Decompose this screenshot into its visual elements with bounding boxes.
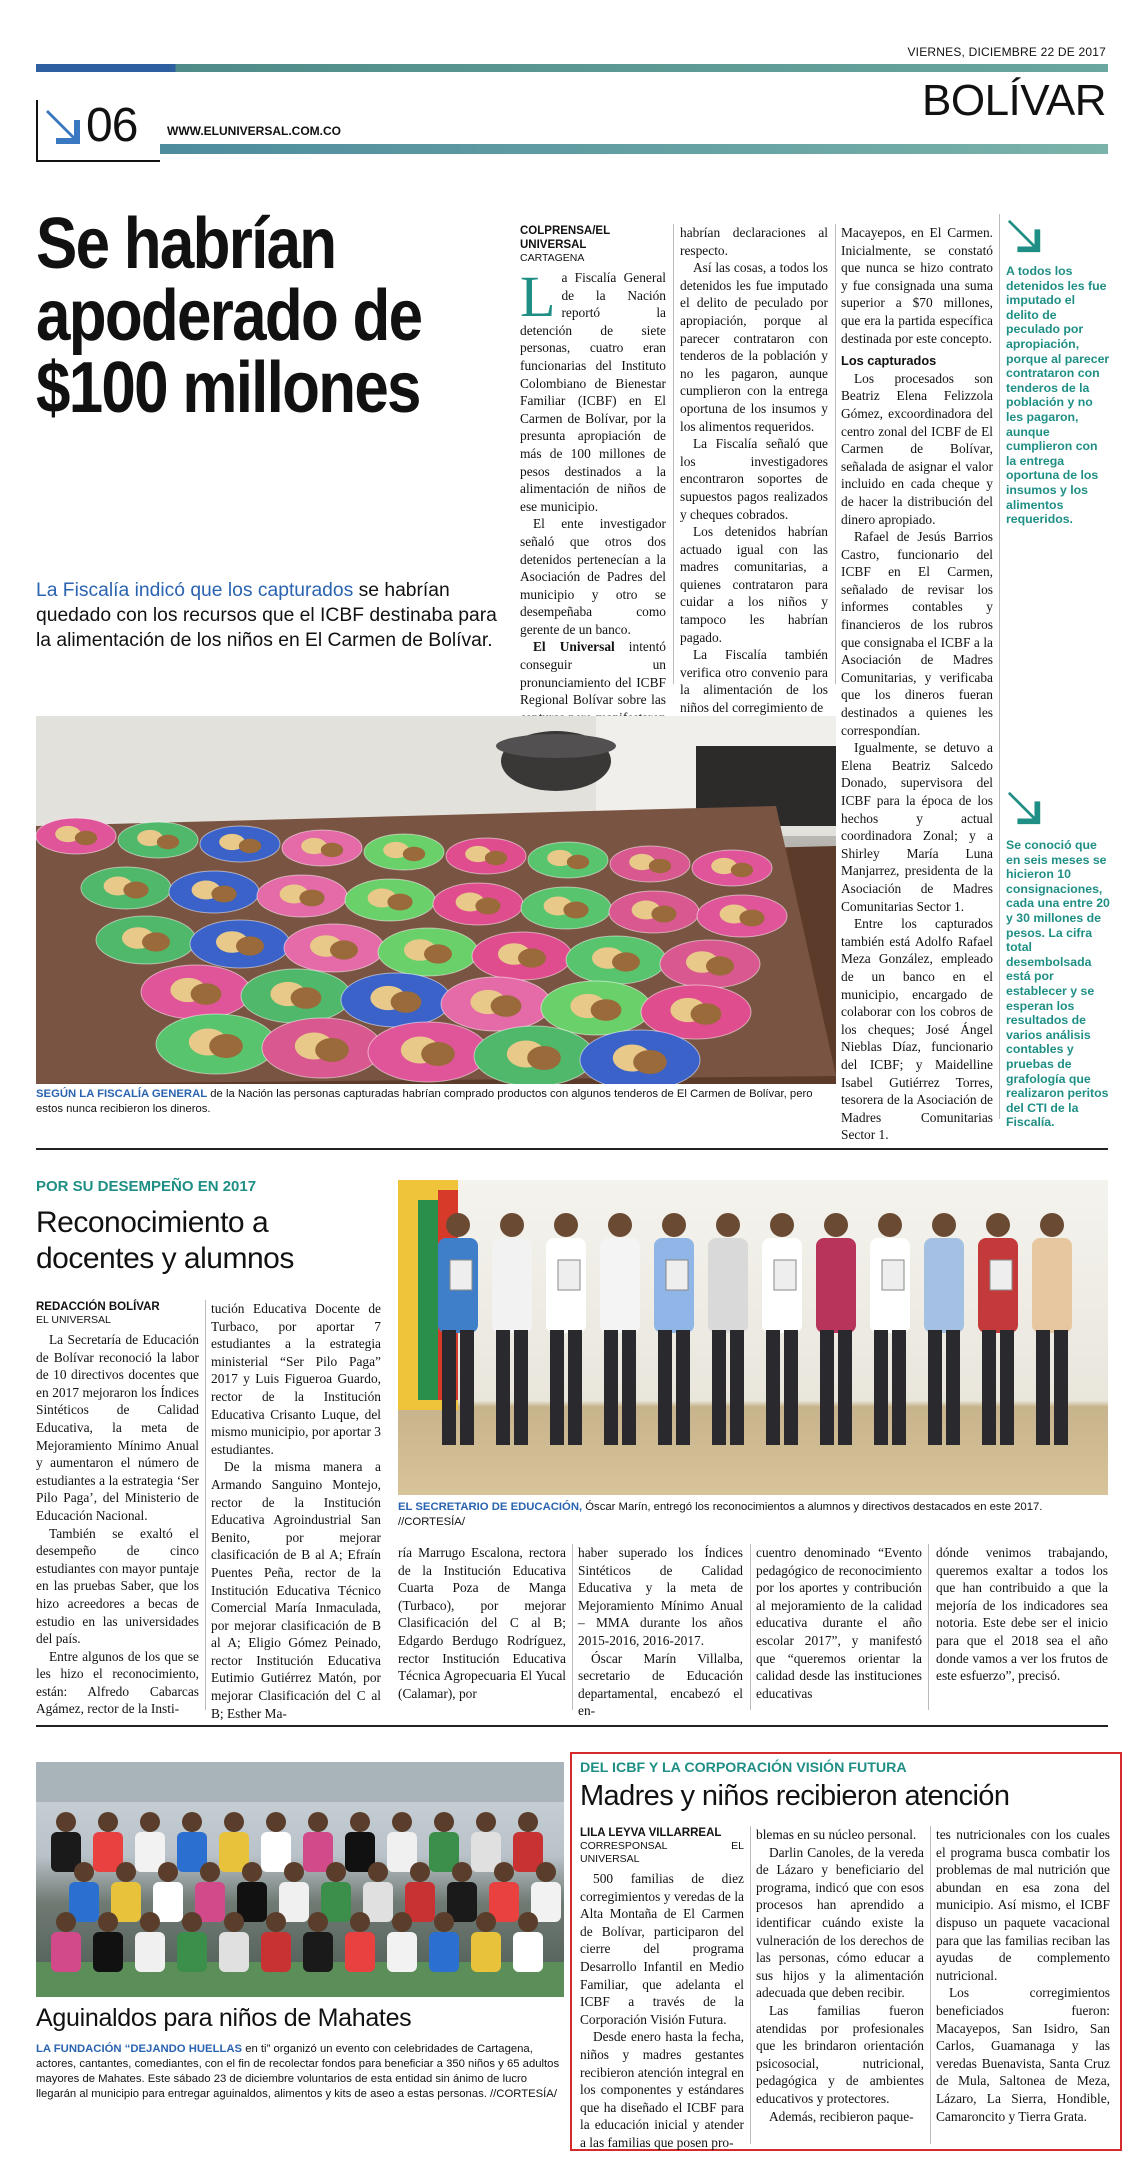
story4-headline: Madres y niños recibieron atención (580, 1780, 1010, 1812)
story2-col-rule-2 (572, 1544, 573, 1710)
story2-col-2 (211, 1300, 381, 1722)
story2-col-1 (36, 1300, 199, 1718)
main-photo (36, 716, 836, 1084)
story2-col1-p1: También se exaltó el desempeño de cinco estudiantes con mayor puntaje en las pruebas Saber, que los hizo acreedores a becas de estudio en las universidades del país. (36, 1525, 199, 1647)
story4-col2-p2: Las familias fueron atendidas por profesionales que les brindaron orientación psicosocial, nutricional, pedagógica y de ambientes educativos y protectores. (756, 2002, 924, 2106)
main-col3-p2: Rafael de Jesús Barrios Castro, funcionario del ICBF en El Carmen, señalado de revisar los informes contables y financieros de los rubros que consignaba el ICBF a la Asociación de Madres Comunitarias, y verificaba que los dineros fueran destinados a quienes les correspondían. (841, 529, 993, 738)
main-deck (36, 578, 506, 653)
main-col-rule-2 (835, 224, 836, 684)
story2-col-5 (756, 1544, 922, 1702)
story4-col-rule-2 (930, 1826, 931, 2144)
main-dropcap: L (520, 264, 556, 329)
story2-col-6 (936, 1544, 1108, 1685)
story4-col3-p1: Los corregimientos beneficiados fueron: Macayepos, San Isidro, San Carlos, Guamanaga y las veredas Buenavista, Santa Cruz de Mula, Saltonea de Meza, Lázaro, La Sierra, Hondible, Camaroncito y Tierra Grata. (936, 1985, 1110, 2124)
story2-col-rule-3 (750, 1544, 751, 1710)
side-note-1: A todos los detenidos les fue imputado el delito de peculado por apropiación, porque al parecer contrataron con tenderos de la población y no les pagaron, aunque cumplieron con la entrega oportuna de los insumos y los alimentos requeridos. (1006, 264, 1110, 527)
main-col2-p0: habrían declaraciones al respecto. (680, 225, 828, 258)
story2-col5-p0: cuentro denominado “Evento pedagógico de reconocimiento por los aportes y contribución al mejoramiento de la calidad educativa durante el año escolar 2017”, y manifestó que “queremos orientar la calidad desde las instituciones educativas (756, 1545, 922, 1701)
story4-col1-p0: 500 familias de diez corregimientos y veredas de la Alta Montaña de El Carmen de Bolívar, participaron del cierre del programa Desarrollo Infantil en Medio Familiar, que adelanta el ICBF a través de la Corporación Visión Futura. (580, 1871, 744, 2027)
story2-col1-p2: Entre algunos de los que se les hizo el reconocimiento, están: Alfredo Cabarcas Agámez, rector de la Insti- (36, 1648, 199, 1717)
story2-col-3 (398, 1544, 566, 1702)
story2-col3-p0: ría Marrugo Escalona, rectora de la Institución Educativa Cuarta Poza de Manga (Turbaco), por mejorar Clasificación del C al B; Edgardo Berdugo Rodríguez, rector Institución Educativa Técnica Agropecuaria El Yucal (Calamar), por (398, 1545, 566, 1701)
story2-col-rule-4 (928, 1544, 929, 1710)
main-col3-p3: Igualmente, se detuvo a Elena Beatriz Salcedo Donado, supervisora del ICBF para la época de los hechos y actual coordinadora Zonal; y a Shirley María Luna Manjarrez, presidenta de la Asociación de Madres Comunitarias Sector 1. (841, 740, 993, 914)
main-byline: COLPRENSA/EL UNIVERSAL (520, 225, 611, 251)
page-number: 06 (86, 99, 138, 152)
main-col3-p1: Los procesados son Beatriz Elena Felizzola Gómez, excoordinadora del centro zonal del ICBF de El Carmen de Bolívar, señalada de asignar el valor incluido en cada cheque y de hacer la distribución del dinero apropiado. (841, 370, 993, 527)
story3-photo (36, 1762, 564, 1997)
main-col-2 (680, 224, 828, 717)
story4-kicker: DEL ICBF Y LA CORPORACIÓN VISIÓN FUTURA (580, 1760, 907, 1776)
story4-col1-p1: Desde enero hasta la fecha, niños y madres gestantes recibieron atención integral en los componentes y estándares que ha diseñado el ICBF para la educación inicial y atender a las familias que posen pro- (580, 2029, 744, 2150)
main-col2-p2: La Fiscalía señaló que los investigadores encontraron soportes de supuestos pagos realizados y cheques cobrados. (680, 436, 828, 522)
mahates-photo-illustration (36, 1762, 564, 1997)
arrow-down-right-icon (44, 106, 84, 148)
story2-col-4 (578, 1544, 743, 1720)
main-col3-p0: Macayepos, en El Carmen. Inicialmente, se constató que nunca se hizo contrato y fue consignada una suma superior a $70 millones, que era la partida específica destinada por este concepto. (841, 225, 993, 346)
story3-caption: LA FUNDACIÓN “DEJANDO HUELLAS en ti” organizó un evento con celebridades de Cartagena, actores, cantantes, comediantes, con el fin de recolectar fondos para beneficiar a 350 niños y 65 adultos mayores de Mahates. Este sábado 23 de diciembre voluntarios de esta entidad sin ánimo de lucro llegarán al municipio para entregar aguinaldos, alimentos y kits de aseo a estas personas. //CORTESÍA/ (36, 2043, 560, 2100)
main-col-1 (520, 224, 666, 744)
main-col3-p4: Entre los capturados también está Adolfo Rafael Meza González, empleado de un banco en el municipio, encargado de colaborar con los cobros de los cheques; José Ángel Nieblas Díaz, funcionario del ICBF; y Maidelline Isabel Gutiérrez Torres, tesorera de la Asociación de Madres Comunitarias Sector 1. (841, 916, 993, 1143)
story4-col-rule-1 (750, 1826, 751, 2144)
plates-illustration (36, 716, 836, 1084)
story3-headline: Aguinaldos para niños de Mahates (36, 2004, 412, 2032)
story2-col4-p1: Óscar Marín Villalba, secretario de Educación departamental, encabezó el en- (578, 1650, 743, 1719)
story4-col3-p0: tes nutricionales con los cuales el programa busca combatir los problemas de mal nutrición que abundan en esa zona del municipio. Así mismo, el ICBF dispuso un paquete vacacional para que las familias reciban las ayudas de complemento nutricional. (936, 1827, 1110, 1983)
story2-col6-p0: dónde venimos trabajando, queremos exaltar a todos los que han contribuido a que la mejoría de los indicadores sea notoria. Este debe ser el inicio para que el 2018 sea el año donde vamos a ver los frutos de este esfuerzo”, precisó. (936, 1545, 1108, 1684)
story2-byline2: EL UNIVERSAL (36, 1314, 111, 1326)
story4-col2-p1: Darlin Canoles, de la vereda de Lázaro y beneficiario del programa, indicó que con esos procesos han aprendido a identificar cuándo existe la vulneración de los derechos de las personas, cómo educar a sus hijos y la alimentación adecuada que deben recibir. (756, 1844, 924, 2001)
website-url[interactable]: WWW.ELUNIVERSAL.COM.CO (167, 124, 341, 138)
main-deck-rest: se habrían quedado con los recursos que el ICBF destinaba para la alimentación de los niños en El Carmen de Bolívar. (36, 580, 497, 651)
main-col2-p4: La Fiscalía también verifica otro convenio para la alimentación de los niños del corregimiento de (680, 647, 828, 716)
main-deck-lead: La Fiscalía indicó que los capturados (36, 580, 354, 601)
story2-col2-p0: tución Educativa Docente de Turbaco, por aportar 7 estudiantes a la estrategia ministerial “Ser Pilo Paga” 2017 y Luis Figueroa Guardo, rector de la Institución Educativa Crisanto Luque, del mismo municipio, por aportar 3 estudiantes. (211, 1301, 381, 1457)
story2-col4-p0: haber superado los Índices Sintéticos de Calidad Educativa y la meta de Mejoramiento Mínimo Anual – MMA durante los años 2015-2016, 2016-2017. (578, 1545, 743, 1648)
section-divider-2 (36, 1725, 1108, 1727)
story4-col2-p0: blemas en su núcleo personal. (756, 1827, 917, 1842)
main-col2-p1: Así las cosas, a todos los detenidos les fue imputado el delito de peculado por apropiación, porque al parecer contrataron con tenderos de la población y no les pagaron, aunque cumplieron con la entrega oportuna de los insumos y los alimentos requeridos. (680, 260, 828, 434)
main-col1-p2: El Universal intentó conseguir un pronunciamiento del ICBF Regional Bolívar sobre las (520, 639, 666, 708)
section-title: BOLÍVAR (922, 76, 1106, 125)
story2-photo (398, 1180, 1108, 1495)
story4-byline: LILA LEYVA VILLARREAL (580, 1827, 722, 1839)
story4-col-3 (936, 1826, 1110, 2125)
story4-col-2 (756, 1826, 924, 2125)
main-col-3 (841, 224, 993, 1144)
main-dateline: CARTAGENA (520, 252, 585, 264)
story2-col1-p0: La Secretaría de Educación de Bolívar reconoció la labor de 10 directivos docentes que en 2017 mejoraron los Índices Sintéticos de Calidad Educativa, la meta de Mejoramiento Mínimo Anual y aumentaron el número de estudiantes a la estrategia ‘Ser Pilo Paga’, del Ministerio de Educación Nacional. (36, 1332, 199, 1523)
main-col2-p3: Los detenidos habrían actuado igual con las madres comunitarias, a quienes contrataron para cuidar a los niños y tampoco les habrían pagado. (680, 524, 828, 645)
header-bottom-rule (160, 144, 1108, 154)
main-col1-p0: La Fiscalía General de la Nación reportó la detención de siete personas, cuatro eran funcionarias del Instituto Colombiano de Bienestar Familiar (ICBF) en El Carmen de Bolívar, por la presunta apropiación de más de 100 millones de pesos destinados a la alimentación de niños de ese municipio. (520, 264, 666, 514)
story2-col2-p1: De la misma manera a Armando Sanguino Montejo, rector de la Institución Educativa Agroindustrial San Benito, por mejorar clasificación de B al A; Efraín Puentes Peña, rector de la Institución Educativa Técnico Comercial María Inmaculada, por mejorar clasificación de B al A; Eligio Gómez Peinado, rector Institución Educativa Eutimio Gutiérrez Matón, por mejorar Clasificación del C al B; Esther Ma- (211, 1459, 381, 1721)
story2-col-rule-1 (205, 1300, 206, 1710)
story4-col2-p3: Además, recibieron paque- (769, 2108, 914, 2124)
story2-byline: REDACCIÓN BOLÍVAR (36, 1301, 160, 1313)
story2-kicker: POR SU DESEMPEÑO EN 2017 (36, 1178, 257, 1195)
arrow-down-right-icon (1006, 788, 1044, 828)
section-divider-1 (36, 1148, 1108, 1150)
header-top-rule (36, 64, 1108, 72)
main-col-rule-3 (999, 214, 1000, 1119)
main-headline: Se habrían apoderado de $100 millones (36, 204, 422, 428)
main-subhead: Los capturados (841, 353, 937, 369)
story2-photo-caption: EL SECRETARIO DE EDUCACIÓN, Óscar Marín, entregó los reconocimientos a alumnos y directivos destacados en este 2017. //CORTESÍA/ (398, 1501, 1043, 1528)
story4-byline2: CORRESPONSAL EL UNIVERSAL (580, 1840, 744, 1865)
header-date: VIERNES, DICIEMBRE 22 DE 2017 (907, 45, 1106, 59)
story2-headline: Reconocimiento a docentes y alumnos (36, 1206, 294, 1275)
group-photo-illustration (398, 1180, 1108, 1495)
main-col-rule-1 (673, 224, 674, 684)
main-col1-p1: El ente investigador señaló que otros dos detenidos pertenecían a la Asociación de Padres del municipio y otro se desempeñaba como gerente de un banco. (520, 516, 666, 637)
side-note-2: Se conoció que en seis meses se hicieron 10 consignaciones, cada una entre 20 y 30 millones de pesos. La cifra total desembolsada está por establecer y se esperan los resultados de varios análisis contables y pruebas de grafología que realizaron peritos del CTI de la Fiscalía. (1006, 838, 1110, 1130)
arrow-down-right-icon (1006, 216, 1044, 256)
story4-col-1 (580, 1826, 744, 2152)
main-photo-caption: SEGÚN LA FISCALÍA GENERAL de la Nación las personas capturadas habrían comprado productos con algunos tenderos de El Carmen de Bolívar, pero estos nunca recibieron los dineros. (36, 1088, 813, 1115)
